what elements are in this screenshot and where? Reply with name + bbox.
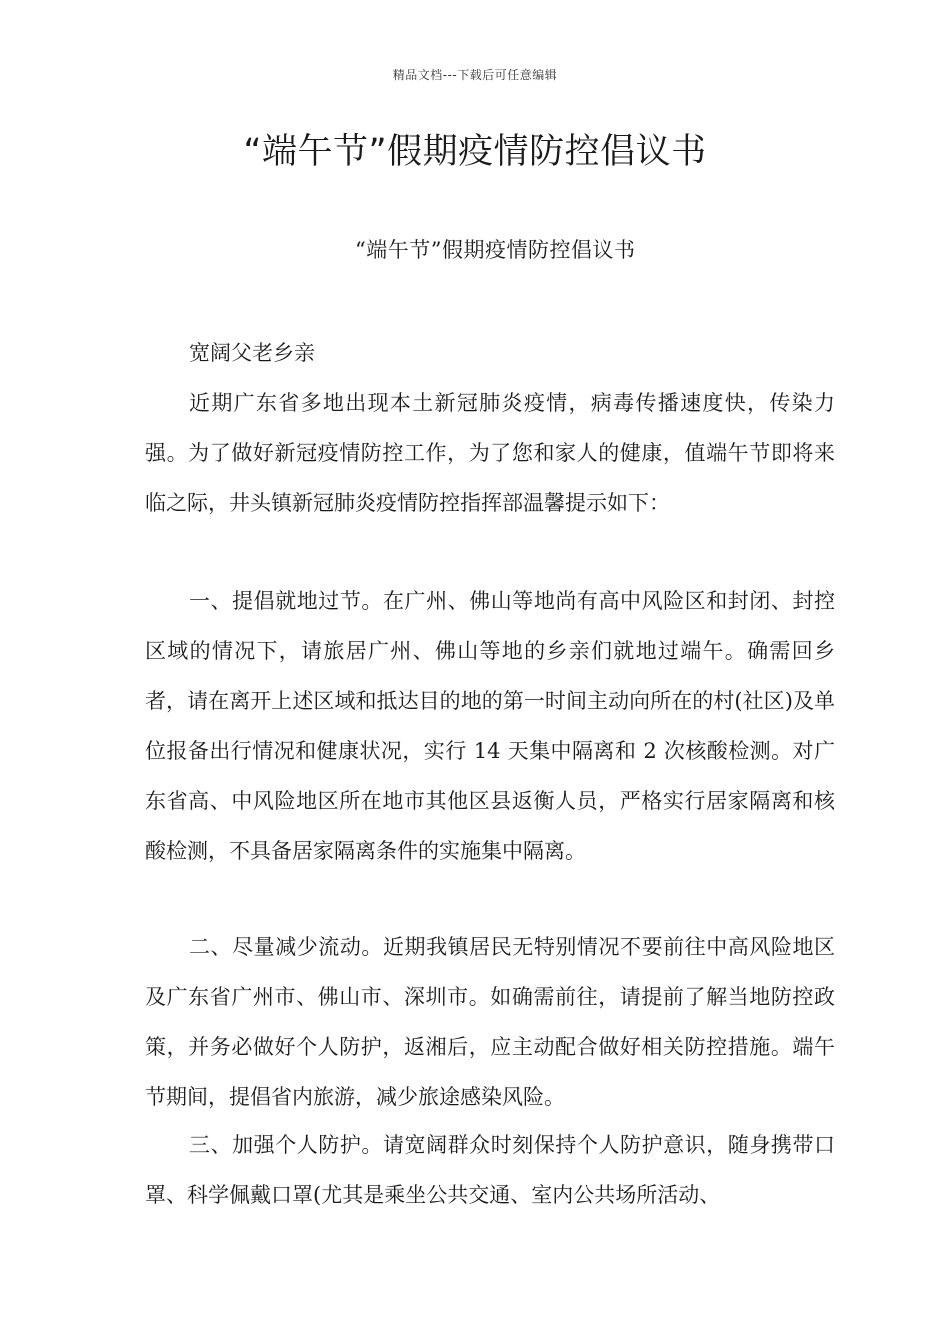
paragraph-1: 一、提倡就地过节。在广州、佛山等地尚有高中风险区和封闭、封控区域的情况下，请旅居广州、佛山等地的乡亲们就地过端午。确需回乡者，请在离开上述区域和抵达目的地的第一时间主动向所在的村(社区)及单位报备出行情况和健康状况，实行 14 天集中隔离和 2 次核酸检测。对广东省高、中风险地区所在地市其他区县返衡人员，严格实行居家隔离和核酸检测，不具备居家隔离条件的实施集中隔离。 <box>145 589 835 863</box>
document-subtitle: “端午节”假期疫情防控倡议书 <box>355 238 636 262</box>
paragraph-intro: 近期广东省多地出现本土新冠肺炎疫情，病毒传播速度快，传染力强。为了做好新冠疫情防控工作，为了您和家人的健康，值端午节即将来临之际，井头镇新冠肺炎疫情防控指挥部温馨提示如下： <box>145 391 835 515</box>
greeting: 宽阔父老乡亲 <box>189 341 315 365</box>
header-note: 精品文档---下载后可任意编辑 <box>392 68 558 82</box>
paragraph-2: 二、尽量减少流动。近期我镇居民无特别情况不要前往中高风险地区及广东省广州市、佛山市、深圳市。如确需前往，请提前了解当地防控政策，并务必做好个人防护，返湘后，应主动配合做好相关防控措施。端午节期间，提倡省内旅游，减少旅途感染风险。 <box>145 935 835 1109</box>
page-title: “端午节”假期疫情防控倡议书 <box>243 132 707 172</box>
paragraph-3: 三、加强个人防护。请宽阔群众时刻保持个人防护意识，随身携带口罩、科学佩戴口罩(尤其是乘坐公共交通、室内公共场所活动、 <box>145 1133 835 1207</box>
